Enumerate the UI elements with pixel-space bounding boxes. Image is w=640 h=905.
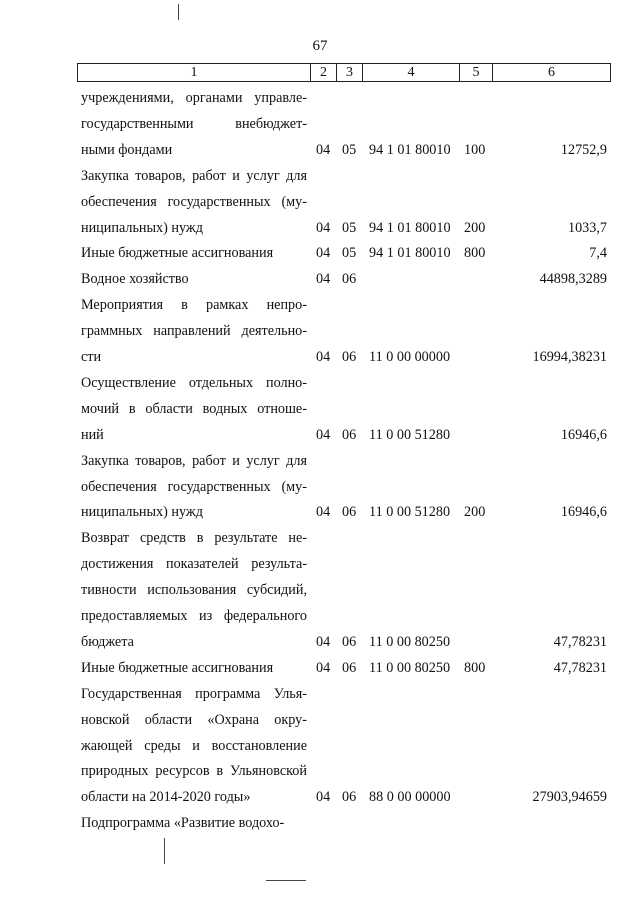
row-0-c3: 05 bbox=[342, 141, 357, 158]
row-8-c4: 11 0 00 80250 bbox=[369, 659, 451, 676]
row-4-c2: 04 bbox=[316, 349, 331, 365]
row-2-c6: 7,4 bbox=[589, 245, 607, 262]
row-5-c6: 16946,6 bbox=[560, 426, 607, 443]
row-6-text-line-1 bbox=[81, 478, 307, 496]
scan-mark bbox=[266, 880, 306, 881]
word: (му- bbox=[281, 193, 307, 210]
row-6-c2: 04 bbox=[316, 504, 331, 521]
row-5-text-line-0 bbox=[81, 374, 307, 392]
row-4-text-line-2: сти bbox=[81, 349, 102, 365]
row-6-text-line-2: ниципальных) нужд bbox=[81, 504, 203, 521]
word: области bbox=[144, 711, 193, 728]
column-header-4: 4 bbox=[363, 64, 460, 82]
word: показателей bbox=[165, 556, 239, 573]
word: Осуществление bbox=[81, 374, 176, 391]
word: Возврат bbox=[81, 530, 130, 547]
word: государственных bbox=[167, 193, 271, 210]
word: Улья- bbox=[273, 685, 307, 702]
column-header-1: 1 bbox=[78, 64, 311, 82]
row-0-c6: 12752,9 bbox=[560, 141, 607, 158]
row-1-c3: 05 bbox=[342, 219, 357, 236]
row-9-text-line-0 bbox=[81, 685, 307, 703]
word: использования bbox=[147, 582, 237, 599]
row-5-text-line-2: ний bbox=[81, 426, 104, 443]
word: из bbox=[199, 608, 213, 624]
word: (му- bbox=[281, 478, 307, 495]
row-5-c2: 04 bbox=[316, 426, 331, 443]
row-7-c2: 04 bbox=[316, 633, 331, 650]
word: обеспечения bbox=[81, 193, 157, 210]
word: услуг bbox=[246, 167, 280, 184]
word: работ bbox=[192, 167, 226, 184]
row-8-c6: 47,78231 bbox=[553, 659, 607, 676]
row-4-c3: 06 bbox=[342, 349, 357, 365]
row-4-text-line-0 bbox=[81, 296, 307, 314]
row-3-c6: 44898,3289 bbox=[539, 271, 607, 288]
word: среды bbox=[144, 737, 181, 754]
row-1-text-line-0 bbox=[81, 167, 307, 185]
word: «Охрана bbox=[207, 711, 260, 728]
row-7-text-line-4: бюджета bbox=[81, 633, 134, 650]
word: мочий bbox=[81, 400, 120, 417]
row-9-text-line-3 bbox=[81, 762, 307, 780]
word: достижения bbox=[81, 556, 154, 573]
word: восстановление bbox=[211, 737, 307, 754]
word: направлений bbox=[153, 323, 231, 340]
row-5-c4: 11 0 00 51280 bbox=[369, 426, 451, 443]
row-7-text-line-1 bbox=[81, 555, 307, 573]
row-2-text-line-0: Иные бюджетные ассигнования bbox=[81, 245, 274, 262]
word: деятельно- bbox=[241, 323, 307, 340]
word: программа bbox=[195, 685, 261, 702]
word: товаров, bbox=[135, 452, 186, 469]
scan-mark bbox=[178, 4, 179, 20]
row-6-c4: 11 0 00 51280 bbox=[369, 504, 451, 521]
word: отдельных bbox=[188, 374, 254, 391]
row-1-c2: 04 bbox=[316, 219, 331, 236]
word: предоставляемых bbox=[81, 608, 188, 624]
word: новской bbox=[81, 711, 130, 728]
word: для bbox=[286, 167, 307, 184]
word: отноше- bbox=[257, 400, 307, 417]
row-8-c3: 06 bbox=[342, 659, 357, 676]
word: учреждениями, bbox=[81, 90, 174, 106]
word: внебюджет- bbox=[235, 115, 307, 132]
word: товаров, bbox=[135, 167, 186, 184]
word: федерального bbox=[223, 608, 307, 624]
word: Государственная bbox=[81, 685, 182, 702]
word: работ bbox=[192, 452, 226, 469]
word: в bbox=[181, 297, 188, 314]
row-7-text-line-2 bbox=[81, 581, 307, 599]
word: граммных bbox=[81, 323, 143, 340]
column-header-6: 6 bbox=[493, 64, 611, 82]
word: не- bbox=[288, 530, 307, 547]
row-7-c3: 06 bbox=[342, 633, 357, 650]
row-7-c6: 47,78231 bbox=[553, 633, 607, 650]
word: результа- bbox=[251, 556, 307, 573]
word: в bbox=[128, 400, 136, 417]
row-9-c3: 06 bbox=[342, 789, 357, 806]
row-5-c3: 06 bbox=[342, 426, 357, 443]
row-1-c6: 1033,7 bbox=[567, 219, 607, 236]
word: Мероприятия bbox=[81, 297, 164, 314]
word: и bbox=[192, 737, 200, 754]
word: результате bbox=[214, 530, 278, 547]
row-9-c6: 27903,94659 bbox=[532, 789, 607, 806]
word: Закупка bbox=[81, 167, 129, 184]
word: услуг bbox=[246, 452, 280, 469]
word: государственных bbox=[167, 478, 271, 495]
row-1-c4: 94 1 01 80010 bbox=[369, 219, 451, 236]
word: непро- bbox=[266, 297, 307, 314]
word: в bbox=[216, 763, 224, 780]
row-3-c2: 04 bbox=[316, 271, 331, 288]
word: средств bbox=[139, 530, 186, 547]
row-2-c3: 05 bbox=[342, 245, 357, 262]
row-6-c3: 06 bbox=[342, 504, 357, 521]
word: ресурсов bbox=[155, 763, 210, 780]
row-9-text-line-2 bbox=[81, 737, 307, 755]
row-8-c5: 800 bbox=[464, 659, 486, 676]
row-4-c6: 16994,38231 bbox=[532, 349, 607, 365]
column-header-3: 3 bbox=[337, 64, 363, 82]
word: Ульяновской bbox=[230, 763, 307, 780]
row-0-text-line-1 bbox=[81, 115, 307, 133]
word: области bbox=[145, 400, 193, 417]
row-4-c4: 11 0 00 00000 bbox=[369, 349, 451, 365]
row-0-text-line-2: ными фондами bbox=[81, 141, 173, 158]
row-9-c4: 88 0 00 00000 bbox=[369, 789, 451, 806]
word: Закупка bbox=[81, 452, 129, 469]
row-3-text-line-0: Водное хозяйство bbox=[81, 271, 189, 288]
row-9-text-line-1 bbox=[81, 711, 307, 729]
row-0-c2: 04 bbox=[316, 141, 331, 158]
row-0-c4: 94 1 01 80010 bbox=[369, 141, 451, 158]
row-4-text-line-1 bbox=[81, 322, 307, 340]
row-5-text-line-1 bbox=[81, 400, 307, 418]
row-2-c4: 94 1 01 80010 bbox=[369, 245, 451, 262]
word: и bbox=[232, 452, 240, 469]
row-10-text-line-0: Подпрограмма «Развитие водохо- bbox=[81, 815, 285, 832]
word: органами bbox=[185, 90, 243, 106]
word: и bbox=[232, 167, 240, 184]
row-3-c3: 06 bbox=[342, 271, 357, 288]
word: управле- bbox=[254, 90, 307, 106]
word: природных bbox=[81, 763, 149, 780]
row-7-text-line-0 bbox=[81, 529, 307, 547]
row-9-c2: 04 bbox=[316, 789, 331, 806]
row-7-c4: 11 0 00 80250 bbox=[369, 633, 451, 650]
row-1-text-line-2: ниципальных) нужд bbox=[81, 219, 203, 236]
page-number: 67 bbox=[312, 38, 328, 54]
word: субсидий, bbox=[246, 582, 307, 599]
row-6-c5: 200 bbox=[464, 504, 486, 521]
row-8-text-line-0: Иные бюджетные ассигнования bbox=[81, 659, 274, 676]
row-1-text-line-1 bbox=[81, 193, 307, 211]
row-7-text-line-3 bbox=[81, 607, 307, 625]
row-6-c6: 16946,6 bbox=[560, 504, 607, 521]
word: тивности bbox=[81, 582, 137, 599]
scan-mark bbox=[164, 838, 165, 864]
row-2-c5: 800 bbox=[464, 245, 486, 262]
word: для bbox=[286, 452, 307, 469]
row-0-text-line-0 bbox=[81, 89, 307, 107]
row-1-c5: 200 bbox=[464, 219, 486, 236]
word: жающей bbox=[81, 737, 133, 754]
column-header-2: 2 bbox=[311, 64, 337, 82]
word: в bbox=[196, 530, 204, 547]
word: водных bbox=[202, 400, 248, 417]
word: окру- bbox=[274, 711, 307, 728]
word: рамках bbox=[206, 297, 249, 314]
row-0-c5: 100 bbox=[464, 141, 486, 158]
word: полно- bbox=[266, 374, 307, 391]
word: государственными bbox=[81, 115, 194, 132]
word: обеспечения bbox=[81, 478, 157, 495]
row-8-c2: 04 bbox=[316, 659, 331, 676]
column-header-5: 5 bbox=[460, 64, 493, 82]
row-9-text-line-4: области на 2014-2020 годы» bbox=[81, 789, 251, 806]
row-2-c2: 04 bbox=[316, 245, 331, 262]
row-6-text-line-0 bbox=[81, 452, 307, 470]
